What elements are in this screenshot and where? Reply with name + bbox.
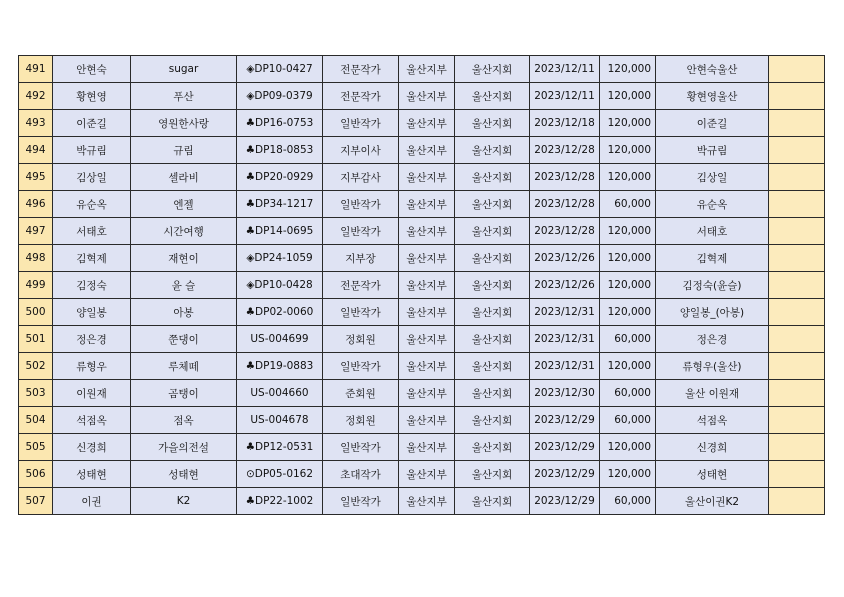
cell-blank	[769, 218, 825, 245]
cell-deposit-label: 석점옥	[656, 407, 769, 434]
cell-branch: 울산지부	[399, 191, 455, 218]
table-row	[19, 326, 825, 353]
table-row	[19, 353, 825, 380]
cell-chapter: 울산지회	[455, 137, 530, 164]
cell-date: 2023/12/28	[530, 191, 600, 218]
cell-number: 503	[19, 380, 53, 407]
cell-number: 504	[19, 407, 53, 434]
table-row	[19, 272, 825, 299]
cell-blank	[769, 110, 825, 137]
cell-member-code: ♣DP14-0695	[237, 218, 323, 245]
table-row	[19, 137, 825, 164]
cell-date: 2023/12/31	[530, 353, 600, 380]
table-row	[19, 434, 825, 461]
cell-name: 황현영	[53, 83, 131, 110]
cell-member-code: US-004678	[237, 407, 323, 434]
cell-chapter: 울산지회	[455, 380, 530, 407]
cell-blank	[769, 299, 825, 326]
table-row	[19, 110, 825, 137]
cell-deposit-label: 황현영울산	[656, 83, 769, 110]
cell-nickname: 아봉	[131, 299, 237, 326]
cell-amount: 120,000	[600, 137, 656, 164]
cell-deposit-label: 신경희	[656, 434, 769, 461]
cell-branch: 울산지부	[399, 299, 455, 326]
cell-blank	[769, 272, 825, 299]
cell-deposit-label: 김혁제	[656, 245, 769, 272]
table-row	[19, 218, 825, 245]
cell-name: 신경희	[53, 434, 131, 461]
cell-blank	[769, 245, 825, 272]
cell-nickname: 성태현	[131, 461, 237, 488]
cell-name: 김혁제	[53, 245, 131, 272]
cell-amount: 120,000	[600, 56, 656, 83]
cell-nickname: 윤 슬	[131, 272, 237, 299]
cell-amount: 120,000	[600, 83, 656, 110]
cell-number: 500	[19, 299, 53, 326]
cell-grade: 정회원	[323, 326, 399, 353]
table-row	[19, 245, 825, 272]
cell-number: 497	[19, 218, 53, 245]
cell-deposit-label: 류형우(울산)	[656, 353, 769, 380]
cell-date: 2023/12/28	[530, 164, 600, 191]
cell-deposit-label: 유순옥	[656, 191, 769, 218]
cell-member-code: ◈DP09-0379	[237, 83, 323, 110]
table-body	[19, 56, 825, 515]
cell-grade: 정회원	[323, 407, 399, 434]
cell-member-code: ♣DP19-0883	[237, 353, 323, 380]
cell-amount: 120,000	[600, 164, 656, 191]
cell-name: 류형우	[53, 353, 131, 380]
cell-member-code: ♣DP16-0753	[237, 110, 323, 137]
cell-chapter: 울산지회	[455, 218, 530, 245]
cell-name: 석점옥	[53, 407, 131, 434]
cell-date: 2023/12/31	[530, 299, 600, 326]
cell-grade: 일반작가	[323, 353, 399, 380]
cell-blank	[769, 326, 825, 353]
cell-number: 494	[19, 137, 53, 164]
cell-chapter: 울산지회	[455, 191, 530, 218]
cell-number: 502	[19, 353, 53, 380]
cell-name: 이권	[53, 488, 131, 515]
cell-name: 이준길	[53, 110, 131, 137]
cell-date: 2023/12/26	[530, 272, 600, 299]
cell-number: 507	[19, 488, 53, 515]
cell-date: 2023/12/26	[530, 245, 600, 272]
cell-chapter: 울산지회	[455, 434, 530, 461]
table-row	[19, 164, 825, 191]
cell-amount: 60,000	[600, 380, 656, 407]
cell-blank	[769, 434, 825, 461]
cell-nickname: K2	[131, 488, 237, 515]
table-row	[19, 488, 825, 515]
cell-deposit-label: 김정숙(윤슬)	[656, 272, 769, 299]
cell-number: 501	[19, 326, 53, 353]
table-row	[19, 407, 825, 434]
cell-branch: 울산지부	[399, 164, 455, 191]
member-table	[18, 55, 825, 515]
cell-deposit-label: 박규림	[656, 137, 769, 164]
cell-member-code: US-004699	[237, 326, 323, 353]
table-row	[19, 461, 825, 488]
cell-nickname: 엔젤	[131, 191, 237, 218]
cell-nickname: 곰탱이	[131, 380, 237, 407]
cell-member-code: US-004660	[237, 380, 323, 407]
cell-deposit-label: 서태호	[656, 218, 769, 245]
cell-chapter: 울산지회	[455, 272, 530, 299]
table-row	[19, 56, 825, 83]
cell-blank	[769, 380, 825, 407]
cell-branch: 울산지부	[399, 272, 455, 299]
cell-grade: 일반작가	[323, 218, 399, 245]
cell-chapter: 울산지회	[455, 245, 530, 272]
cell-nickname: 점옥	[131, 407, 237, 434]
cell-member-code: ♣DP12-0531	[237, 434, 323, 461]
cell-name: 김정숙	[53, 272, 131, 299]
cell-nickname: 규림	[131, 137, 237, 164]
table-row	[19, 83, 825, 110]
cell-amount: 120,000	[600, 299, 656, 326]
cell-amount: 120,000	[600, 461, 656, 488]
cell-deposit-label: 이준길	[656, 110, 769, 137]
cell-chapter: 울산지회	[455, 299, 530, 326]
cell-grade: 전문작가	[323, 83, 399, 110]
cell-name: 이원재	[53, 380, 131, 407]
cell-branch: 울산지부	[399, 56, 455, 83]
cell-name: 정은경	[53, 326, 131, 353]
cell-branch: 울산지부	[399, 245, 455, 272]
cell-grade: 초대작가	[323, 461, 399, 488]
cell-date: 2023/12/28	[530, 137, 600, 164]
cell-member-code: ◈DP10-0427	[237, 56, 323, 83]
cell-number: 495	[19, 164, 53, 191]
cell-date: 2023/12/28	[530, 218, 600, 245]
cell-grade: 전문작가	[323, 56, 399, 83]
cell-nickname: 쭌댕이	[131, 326, 237, 353]
cell-date: 2023/12/31	[530, 326, 600, 353]
cell-date: 2023/12/29	[530, 461, 600, 488]
cell-name: 서태호	[53, 218, 131, 245]
cell-nickname: 시간여행	[131, 218, 237, 245]
cell-member-code: ♣DP22-1002	[237, 488, 323, 515]
cell-member-code: ◈DP10-0428	[237, 272, 323, 299]
cell-branch: 울산지부	[399, 434, 455, 461]
cell-amount: 60,000	[600, 407, 656, 434]
cell-member-code: ♣DP02-0060	[237, 299, 323, 326]
cell-grade: 지부감사	[323, 164, 399, 191]
cell-chapter: 울산지회	[455, 83, 530, 110]
cell-grade: 일반작가	[323, 299, 399, 326]
cell-amount: 120,000	[600, 218, 656, 245]
cell-blank	[769, 461, 825, 488]
cell-name: 유순옥	[53, 191, 131, 218]
cell-branch: 울산지부	[399, 353, 455, 380]
cell-number: 493	[19, 110, 53, 137]
cell-grade: 일반작가	[323, 488, 399, 515]
cell-name: 안현숙	[53, 56, 131, 83]
cell-nickname: sugar	[131, 56, 237, 83]
cell-chapter: 울산지회	[455, 326, 530, 353]
cell-name: 김상일	[53, 164, 131, 191]
cell-date: 2023/12/30	[530, 380, 600, 407]
cell-name: 성태현	[53, 461, 131, 488]
cell-nickname: 셀라비	[131, 164, 237, 191]
cell-nickname: 영원한사랑	[131, 110, 237, 137]
cell-amount: 60,000	[600, 326, 656, 353]
cell-name: 양일봉	[53, 299, 131, 326]
cell-grade: 일반작가	[323, 191, 399, 218]
cell-chapter: 울산지회	[455, 461, 530, 488]
cell-date: 2023/12/29	[530, 488, 600, 515]
cell-branch: 울산지부	[399, 110, 455, 137]
cell-member-code: ♣DP34-1217	[237, 191, 323, 218]
cell-amount: 120,000	[600, 353, 656, 380]
cell-branch: 울산지부	[399, 407, 455, 434]
cell-grade: 일반작가	[323, 110, 399, 137]
cell-blank	[769, 56, 825, 83]
cell-date: 2023/12/18	[530, 110, 600, 137]
table-row	[19, 191, 825, 218]
cell-deposit-label: 양일봉_(아봉)	[656, 299, 769, 326]
cell-chapter: 울산지회	[455, 488, 530, 515]
cell-number: 492	[19, 83, 53, 110]
cell-blank	[769, 83, 825, 110]
cell-blank	[769, 164, 825, 191]
cell-grade: 전문작가	[323, 272, 399, 299]
member-fee-sheet	[18, 55, 824, 515]
cell-amount: 60,000	[600, 488, 656, 515]
cell-date: 2023/12/29	[530, 407, 600, 434]
cell-date: 2023/12/11	[530, 83, 600, 110]
cell-number: 506	[19, 461, 53, 488]
cell-member-code: ♣DP20-0929	[237, 164, 323, 191]
cell-name: 박규림	[53, 137, 131, 164]
cell-deposit-label: 안현숙울산	[656, 56, 769, 83]
cell-blank	[769, 488, 825, 515]
cell-amount: 120,000	[600, 245, 656, 272]
cell-branch: 울산지부	[399, 218, 455, 245]
table-row	[19, 299, 825, 326]
cell-nickname: 재현이	[131, 245, 237, 272]
cell-blank	[769, 407, 825, 434]
cell-chapter: 울산지회	[455, 353, 530, 380]
cell-grade: 지부장	[323, 245, 399, 272]
cell-chapter: 울산지회	[455, 56, 530, 83]
cell-branch: 울산지부	[399, 488, 455, 515]
cell-nickname: 푸산	[131, 83, 237, 110]
cell-blank	[769, 137, 825, 164]
cell-chapter: 울산지회	[455, 407, 530, 434]
cell-nickname: 루체떼	[131, 353, 237, 380]
cell-date: 2023/12/11	[530, 56, 600, 83]
cell-number: 498	[19, 245, 53, 272]
cell-branch: 울산지부	[399, 461, 455, 488]
cell-deposit-label: 김상일	[656, 164, 769, 191]
cell-branch: 울산지부	[399, 380, 455, 407]
cell-member-code: ⊙DP05-0162	[237, 461, 323, 488]
cell-deposit-label: 정은경	[656, 326, 769, 353]
cell-deposit-label: 성태현	[656, 461, 769, 488]
cell-number: 505	[19, 434, 53, 461]
cell-nickname: 가을의전설	[131, 434, 237, 461]
cell-blank	[769, 353, 825, 380]
cell-number: 496	[19, 191, 53, 218]
cell-number: 499	[19, 272, 53, 299]
cell-amount: 120,000	[600, 434, 656, 461]
cell-blank	[769, 191, 825, 218]
cell-member-code: ♣DP18-0853	[237, 137, 323, 164]
cell-grade: 준회원	[323, 380, 399, 407]
cell-grade: 일반작가	[323, 434, 399, 461]
cell-branch: 울산지부	[399, 137, 455, 164]
cell-amount: 60,000	[600, 191, 656, 218]
cell-deposit-label: 울산이권K2	[656, 488, 769, 515]
table-row	[19, 380, 825, 407]
cell-branch: 울산지부	[399, 83, 455, 110]
cell-amount: 120,000	[600, 110, 656, 137]
cell-chapter: 울산지회	[455, 164, 530, 191]
cell-branch: 울산지부	[399, 326, 455, 353]
cell-chapter: 울산지회	[455, 110, 530, 137]
cell-deposit-label: 울산 이원재	[656, 380, 769, 407]
cell-grade: 지부이사	[323, 137, 399, 164]
cell-number: 491	[19, 56, 53, 83]
cell-member-code: ◈DP24-1059	[237, 245, 323, 272]
cell-amount: 120,000	[600, 272, 656, 299]
cell-date: 2023/12/29	[530, 434, 600, 461]
